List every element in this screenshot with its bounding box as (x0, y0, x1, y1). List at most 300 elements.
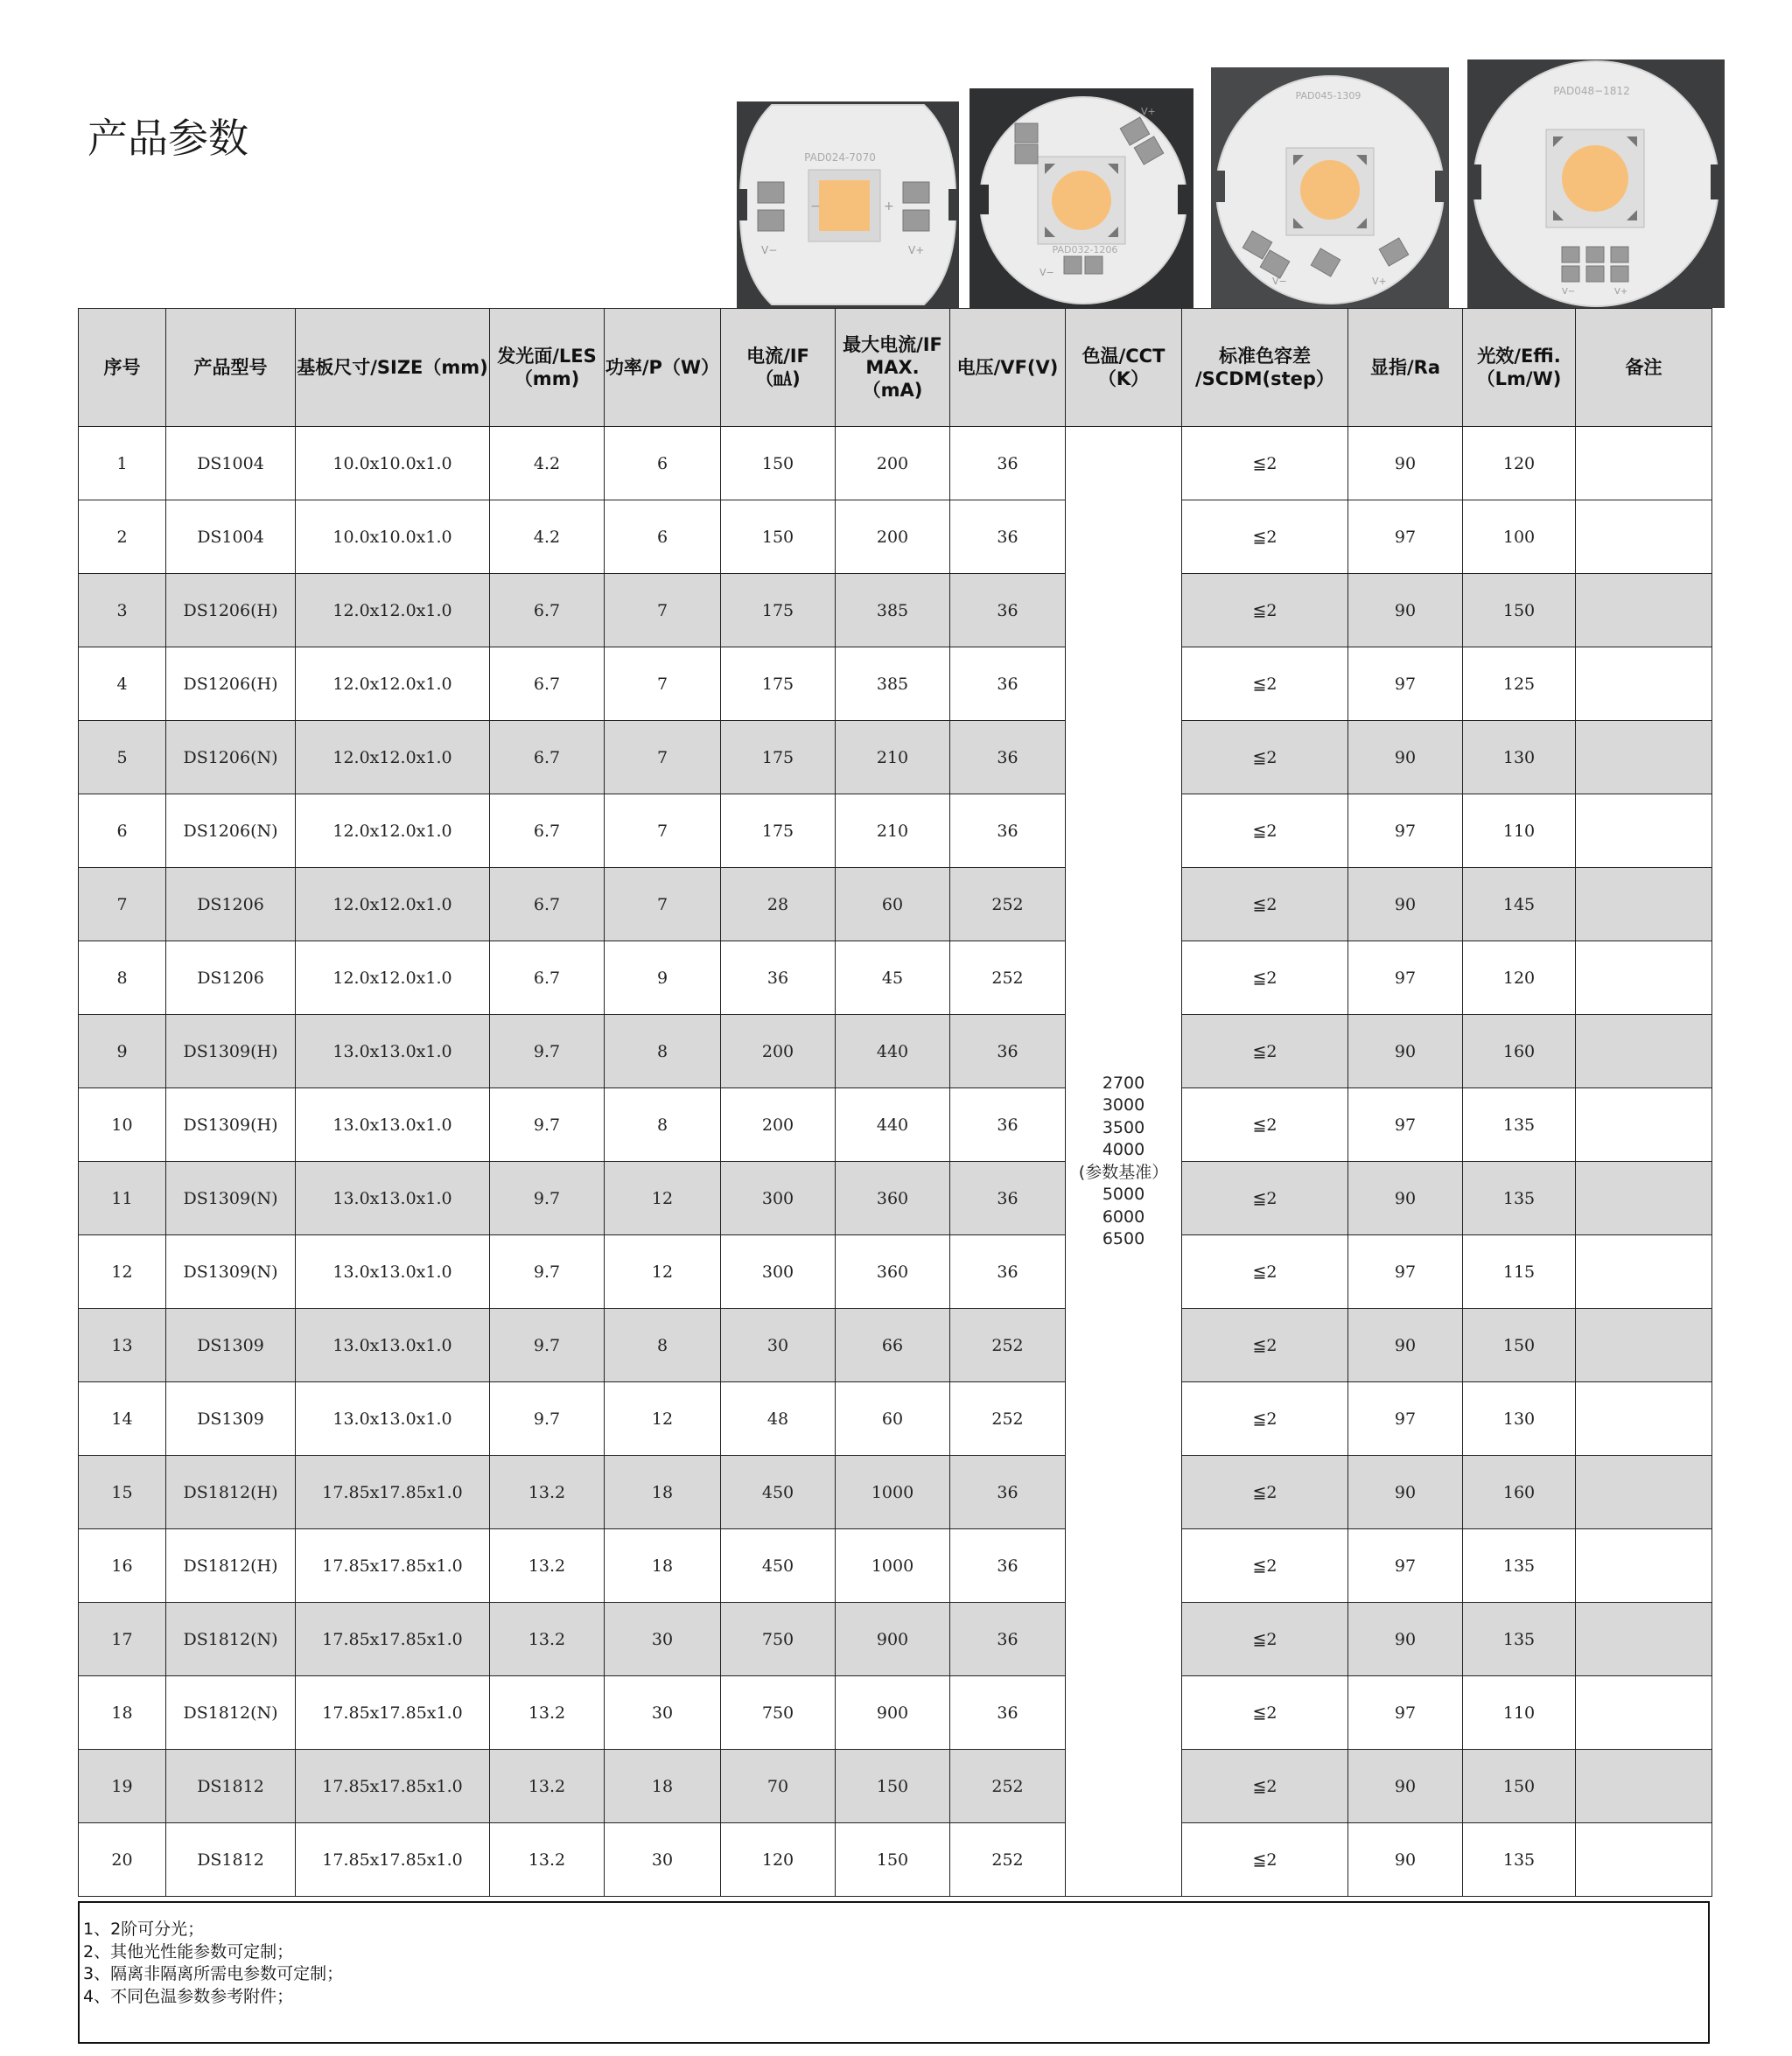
cell-max-current: 150 (836, 1750, 950, 1823)
cell-max-current: 900 (836, 1603, 950, 1676)
cell-scdm: ≦2 (1182, 1529, 1348, 1603)
cell-scdm: ≦2 (1182, 1382, 1348, 1456)
cell-efficacy: 160 (1463, 1015, 1576, 1088)
table-row (79, 1529, 1712, 1603)
header-ra: 显指/Ra (1348, 309, 1463, 427)
cell-scdm: ≦2 (1182, 1309, 1348, 1382)
cell-scdm: ≦2 (1182, 1162, 1348, 1235)
header-current: 电流/IF （㎃) (721, 309, 836, 427)
cell-model: DS1812(H) (166, 1529, 296, 1603)
cell-voltage: 36 (950, 721, 1066, 794)
cell-current: 300 (721, 1235, 836, 1309)
cell-power: 18 (605, 1456, 721, 1529)
cell-efficacy: 150 (1463, 1309, 1576, 1382)
cell-scdm: ≦2 (1182, 1823, 1348, 1897)
cell-remarks (1576, 1603, 1712, 1676)
cell-max-current: 66 (836, 1309, 950, 1382)
cell-no: 11 (79, 1162, 166, 1235)
cell-model: DS1206(H) (166, 574, 296, 647)
cell-les: 4.2 (490, 500, 605, 574)
cell-size: 13.0x13.0x1.0 (296, 1235, 490, 1309)
v-plus-label: V+ (1372, 276, 1387, 287)
v-plus-label: V+ (908, 244, 925, 256)
v-minus-label: V− (1562, 287, 1576, 297)
cell-power: 30 (605, 1823, 721, 1897)
table-row (79, 794, 1712, 868)
cell-voltage: 252 (950, 1750, 1066, 1823)
cell-model: DS1004 (166, 427, 296, 500)
cell-max-current: 150 (836, 1823, 950, 1897)
cell-efficacy: 120 (1463, 941, 1576, 1015)
cell-efficacy: 135 (1463, 1088, 1576, 1162)
plus-sign: + (884, 199, 894, 213)
table-header-row (79, 309, 1712, 427)
cell-voltage: 36 (950, 1088, 1066, 1162)
cell-no: 5 (79, 721, 166, 794)
product-photo-pad048 (1467, 59, 1725, 308)
cell-scdm: ≦2 (1182, 1088, 1348, 1162)
cell-model: DS1812 (166, 1823, 296, 1897)
cell-scdm: ≦2 (1182, 941, 1348, 1015)
cell-ra: 97 (1348, 647, 1463, 721)
cell-remarks (1576, 794, 1712, 868)
cell-les: 4.2 (490, 427, 605, 500)
table-row (79, 721, 1712, 794)
cell-power: 8 (605, 1015, 721, 1088)
cell-max-current: 440 (836, 1088, 950, 1162)
header-scdm: 标准色容差 /SCDM(step） (1182, 309, 1348, 427)
product-photo-pad045 (1211, 67, 1449, 308)
cell-voltage: 36 (950, 1235, 1066, 1309)
cell-model: DS1812 (166, 1750, 296, 1823)
cell-power: 7 (605, 868, 721, 941)
cell-scdm: ≦2 (1182, 1676, 1348, 1750)
cell-no: 7 (79, 868, 166, 941)
cell-current: 300 (721, 1162, 836, 1235)
cell-les: 9.7 (490, 1015, 605, 1088)
table-row (79, 500, 1712, 574)
cell-voltage: 252 (950, 868, 1066, 941)
cell-no: 4 (79, 647, 166, 721)
cell-size: 12.0x12.0x1.0 (296, 868, 490, 941)
cell-current: 150 (721, 500, 836, 574)
table-row (79, 1456, 1712, 1529)
cell-model: DS1309 (166, 1309, 296, 1382)
cell-power: 6 (605, 500, 721, 574)
cell-no: 8 (79, 941, 166, 1015)
cell-power: 12 (605, 1382, 721, 1456)
cell-size: 10.0x10.0x1.0 (296, 500, 490, 574)
table-row (79, 1603, 1712, 1676)
cell-efficacy: 130 (1463, 721, 1576, 794)
cell-remarks (1576, 1823, 1712, 1897)
cell-no: 10 (79, 1088, 166, 1162)
v-minus-label: V− (1040, 267, 1054, 278)
cell-size: 12.0x12.0x1.0 (296, 647, 490, 721)
header-efficacy: 光效/Effi. （Lm/W) (1463, 309, 1576, 427)
cell-size: 12.0x12.0x1.0 (296, 574, 490, 647)
cell-efficacy: 110 (1463, 1676, 1576, 1750)
note-line: 4、不同色温参数参考附件； (83, 1986, 294, 2006)
cell-les: 9.7 (490, 1382, 605, 1456)
cell-no: 1 (79, 427, 166, 500)
table-row (79, 941, 1712, 1015)
cell-power: 30 (605, 1676, 721, 1750)
cell-voltage: 36 (950, 1529, 1066, 1603)
cell-remarks (1576, 1015, 1712, 1088)
cell-ra: 97 (1348, 1088, 1463, 1162)
cell-size: 13.0x13.0x1.0 (296, 1088, 490, 1162)
cell-remarks (1576, 1382, 1712, 1456)
cell-les: 6.7 (490, 647, 605, 721)
cell-les: 9.7 (490, 1088, 605, 1162)
cell-ra: 90 (1348, 1309, 1463, 1382)
cell-size: 13.0x13.0x1.0 (296, 1015, 490, 1088)
table-row (79, 1162, 1712, 1235)
cell-scdm: ≦2 (1182, 1015, 1348, 1088)
table-row (79, 1676, 1712, 1750)
cell-no: 16 (79, 1529, 166, 1603)
note-line: 2、其他光性能参数可定制； (83, 1941, 294, 1962)
cell-voltage: 36 (950, 1015, 1066, 1088)
cell-ra: 97 (1348, 1529, 1463, 1603)
cell-cct-merged: 2700 3000 3500 4000 (参数基准） 5000 6000 6500 (1066, 427, 1182, 1897)
cell-ra: 97 (1348, 500, 1463, 574)
cell-max-current: 360 (836, 1162, 950, 1235)
cell-voltage: 36 (950, 647, 1066, 721)
v-plus-label: V+ (1614, 287, 1628, 297)
photo-label: PAD048−1812 (1553, 85, 1630, 97)
cell-efficacy: 135 (1463, 1823, 1576, 1897)
cell-les: 13.2 (490, 1823, 605, 1897)
cell-efficacy: 110 (1463, 794, 1576, 868)
cell-model: DS1309 (166, 1382, 296, 1456)
cell-size: 17.85x17.85x1.0 (296, 1456, 490, 1529)
header-cct: 色温/CCT （K） (1066, 309, 1182, 427)
cell-no: 3 (79, 574, 166, 647)
cell-voltage: 252 (950, 941, 1066, 1015)
photo-label: PAD024-7070 (804, 151, 876, 164)
photo-label: PAD045-1309 (1295, 90, 1362, 101)
cell-remarks (1576, 1162, 1712, 1235)
cell-size: 10.0x10.0x1.0 (296, 427, 490, 500)
cell-model: DS1206(N) (166, 721, 296, 794)
cell-efficacy: 130 (1463, 1382, 1576, 1456)
cell-voltage: 252 (950, 1309, 1066, 1382)
spec-table (78, 308, 1712, 1897)
cell-efficacy: 135 (1463, 1162, 1576, 1235)
photo-label: PAD032-1206 (1052, 244, 1118, 255)
cell-max-current: 1000 (836, 1456, 950, 1529)
cell-ra: 90 (1348, 1015, 1463, 1088)
cell-efficacy: 160 (1463, 1456, 1576, 1529)
header-no: 序号 (79, 309, 166, 427)
cell-efficacy: 150 (1463, 1750, 1576, 1823)
cell-current: 750 (721, 1603, 836, 1676)
cell-size: 13.0x13.0x1.0 (296, 1309, 490, 1382)
cell-efficacy: 120 (1463, 427, 1576, 500)
cell-max-current: 45 (836, 941, 950, 1015)
cell-current: 175 (721, 647, 836, 721)
cell-les: 6.7 (490, 868, 605, 941)
cell-model: DS1206(H) (166, 647, 296, 721)
table-row (79, 1088, 1712, 1162)
cell-power: 18 (605, 1750, 721, 1823)
cell-no: 14 (79, 1382, 166, 1456)
cell-remarks (1576, 574, 1712, 647)
cell-ra: 90 (1348, 1456, 1463, 1529)
cell-size: 17.85x17.85x1.0 (296, 1823, 490, 1897)
cell-remarks (1576, 1750, 1712, 1823)
cell-current: 175 (721, 721, 836, 794)
header-max-current: 最大电流/IF MAX.（mA) (836, 309, 950, 427)
cell-no: 18 (79, 1676, 166, 1750)
cell-current: 36 (721, 941, 836, 1015)
cell-no: 20 (79, 1823, 166, 1897)
cell-current: 200 (721, 1015, 836, 1088)
cell-les: 9.7 (490, 1162, 605, 1235)
cell-size: 17.85x17.85x1.0 (296, 1529, 490, 1603)
cell-voltage: 252 (950, 1382, 1066, 1456)
cell-no: 15 (79, 1456, 166, 1529)
cell-les: 6.7 (490, 941, 605, 1015)
cell-max-current: 900 (836, 1676, 950, 1750)
cell-scdm: ≦2 (1182, 427, 1348, 500)
cell-remarks (1576, 868, 1712, 941)
cell-remarks (1576, 1235, 1712, 1309)
cell-max-current: 200 (836, 500, 950, 574)
cell-remarks (1576, 1309, 1712, 1382)
cell-ra: 97 (1348, 1235, 1463, 1309)
cell-size: 13.0x13.0x1.0 (296, 1382, 490, 1456)
note-line: 1、2阶可分光； (83, 1920, 205, 1939)
cell-ra: 90 (1348, 1823, 1463, 1897)
cell-les: 13.2 (490, 1529, 605, 1603)
cell-power: 30 (605, 1603, 721, 1676)
cell-voltage: 36 (950, 794, 1066, 868)
cell-model: DS1812(N) (166, 1676, 296, 1750)
cell-no: 9 (79, 1015, 166, 1088)
cell-model: DS1206 (166, 868, 296, 941)
header-model: 产品型号 (166, 309, 296, 427)
cell-max-current: 360 (836, 1235, 950, 1309)
cell-size: 12.0x12.0x1.0 (296, 794, 490, 868)
cell-voltage: 36 (950, 1162, 1066, 1235)
cell-power: 18 (605, 1529, 721, 1603)
cell-remarks (1576, 1529, 1712, 1603)
cell-remarks (1576, 941, 1712, 1015)
cell-power: 7 (605, 574, 721, 647)
cell-current: 200 (721, 1088, 836, 1162)
table-row (79, 868, 1712, 941)
cell-model: DS1004 (166, 500, 296, 574)
product-photo-pad032 (970, 88, 1194, 308)
cell-voltage: 252 (950, 1823, 1066, 1897)
table-row (79, 574, 1712, 647)
cell-les: 13.2 (490, 1750, 605, 1823)
cell-model: DS1206(N) (166, 794, 296, 868)
cell-remarks (1576, 1456, 1712, 1529)
cell-max-current: 210 (836, 721, 950, 794)
table-row (79, 1235, 1712, 1309)
cell-model: DS1309(H) (166, 1088, 296, 1162)
cell-voltage: 36 (950, 427, 1066, 500)
cell-current: 175 (721, 794, 836, 868)
cell-scdm: ≦2 (1182, 500, 1348, 574)
cell-ra: 90 (1348, 427, 1463, 500)
cell-no: 12 (79, 1235, 166, 1309)
cell-ra: 97 (1348, 1382, 1463, 1456)
cell-les: 13.2 (490, 1456, 605, 1529)
cell-voltage: 36 (950, 1603, 1066, 1676)
cell-current: 150 (721, 427, 836, 500)
cell-current: 28 (721, 868, 836, 941)
header-size: 基板尺寸/SIZE（mm) (296, 309, 490, 427)
cell-current: 175 (721, 574, 836, 647)
cell-current: 450 (721, 1529, 836, 1603)
cell-efficacy: 135 (1463, 1529, 1576, 1603)
table-row (79, 1750, 1712, 1823)
cell-remarks (1576, 427, 1712, 500)
cell-power: 7 (605, 647, 721, 721)
header-voltage: 电压/VF(V) (950, 309, 1066, 427)
cell-efficacy: 100 (1463, 500, 1576, 574)
note-line: 3、隔离非隔离所需电参数可定制； (83, 1964, 344, 1983)
table-row (79, 647, 1712, 721)
cell-current: 30 (721, 1309, 836, 1382)
cell-scdm: ≦2 (1182, 721, 1348, 794)
cell-no: 2 (79, 500, 166, 574)
cell-max-current: 440 (836, 1015, 950, 1088)
cell-efficacy: 135 (1463, 1603, 1576, 1676)
cell-efficacy: 150 (1463, 574, 1576, 647)
minus-sign: − (810, 199, 821, 213)
cell-max-current: 60 (836, 868, 950, 941)
cell-current: 70 (721, 1750, 836, 1823)
table-row (79, 427, 1712, 500)
cell-current: 48 (721, 1382, 836, 1456)
cell-no: 13 (79, 1309, 166, 1382)
cell-scdm: ≦2 (1182, 1456, 1348, 1529)
cell-model: DS1206 (166, 941, 296, 1015)
cell-scdm: ≦2 (1182, 647, 1348, 721)
table-body (79, 427, 1712, 1897)
cell-power: 12 (605, 1235, 721, 1309)
cell-size: 12.0x12.0x1.0 (296, 721, 490, 794)
cell-max-current: 200 (836, 427, 950, 500)
cell-model: DS1309(N) (166, 1162, 296, 1235)
cell-max-current: 60 (836, 1382, 950, 1456)
cell-ra: 97 (1348, 1676, 1463, 1750)
cell-power: 8 (605, 1088, 721, 1162)
cell-les: 9.7 (490, 1309, 605, 1382)
cell-model: DS1812(N) (166, 1603, 296, 1676)
cell-scdm: ≦2 (1182, 794, 1348, 868)
cell-ra: 97 (1348, 941, 1463, 1015)
cell-model: DS1812(H) (166, 1456, 296, 1529)
cell-no: 17 (79, 1603, 166, 1676)
cell-power: 7 (605, 721, 721, 794)
cell-scdm: ≦2 (1182, 1750, 1348, 1823)
cell-efficacy: 115 (1463, 1235, 1576, 1309)
cell-les: 9.7 (490, 1235, 605, 1309)
cell-remarks (1576, 647, 1712, 721)
cell-remarks (1576, 1676, 1712, 1750)
cell-les: 13.2 (490, 1603, 605, 1676)
cell-voltage: 36 (950, 1676, 1066, 1750)
cell-scdm: ≦2 (1182, 574, 1348, 647)
cell-model: DS1309(N) (166, 1235, 296, 1309)
cell-scdm: ≦2 (1182, 1603, 1348, 1676)
cell-ra: 90 (1348, 868, 1463, 941)
cell-ra: 90 (1348, 1750, 1463, 1823)
page-title: 产品参数 (88, 115, 248, 162)
cell-les: 6.7 (490, 721, 605, 794)
cell-size: 17.85x17.85x1.0 (296, 1603, 490, 1676)
cell-current: 450 (721, 1456, 836, 1529)
cell-ra: 90 (1348, 721, 1463, 794)
cell-remarks (1576, 500, 1712, 574)
cell-remarks (1576, 1088, 1712, 1162)
cell-power: 8 (605, 1309, 721, 1382)
cell-scdm: ≦2 (1182, 1235, 1348, 1309)
cell-power: 6 (605, 427, 721, 500)
cell-ra: 90 (1348, 574, 1463, 647)
cell-les: 6.7 (490, 794, 605, 868)
header-power: 功率/P（W） (605, 309, 721, 427)
cell-size: 17.85x17.85x1.0 (296, 1750, 490, 1823)
cell-efficacy: 125 (1463, 647, 1576, 721)
cell-les: 6.7 (490, 574, 605, 647)
header-les: 发光面/LES （mm) (490, 309, 605, 427)
cell-les: 13.2 (490, 1676, 605, 1750)
cell-no: 6 (79, 794, 166, 868)
notes-box (78, 1901, 1710, 2044)
cell-ra: 90 (1348, 1603, 1463, 1676)
cell-current: 750 (721, 1676, 836, 1750)
cell-max-current: 1000 (836, 1529, 950, 1603)
cell-power: 12 (605, 1162, 721, 1235)
cell-power: 7 (605, 794, 721, 868)
cell-ra: 97 (1348, 794, 1463, 868)
table-row (79, 1309, 1712, 1382)
product-photo-pad024 (737, 101, 959, 308)
cell-remarks (1576, 721, 1712, 794)
cell-ra: 90 (1348, 1162, 1463, 1235)
cell-voltage: 36 (950, 574, 1066, 647)
cell-efficacy: 145 (1463, 868, 1576, 941)
table-row (79, 1823, 1712, 1897)
table-row (79, 1015, 1712, 1088)
v-minus-label: V− (761, 244, 778, 256)
cell-no: 19 (79, 1750, 166, 1823)
cell-max-current: 210 (836, 794, 950, 868)
cell-scdm: ≦2 (1182, 868, 1348, 941)
cell-size: 17.85x17.85x1.0 (296, 1676, 490, 1750)
cell-max-current: 385 (836, 574, 950, 647)
cell-size: 12.0x12.0x1.0 (296, 941, 490, 1015)
header-remarks: 备注 (1576, 309, 1712, 427)
cell-power: 9 (605, 941, 721, 1015)
cell-model: DS1309(H) (166, 1015, 296, 1088)
v-minus-label: V− (1272, 276, 1287, 287)
cell-voltage: 36 (950, 1456, 1066, 1529)
table-row (79, 1382, 1712, 1456)
cell-current: 120 (721, 1823, 836, 1897)
cell-size: 13.0x13.0x1.0 (296, 1162, 490, 1235)
cell-voltage: 36 (950, 500, 1066, 574)
v-plus-label: V+ (1141, 106, 1156, 117)
